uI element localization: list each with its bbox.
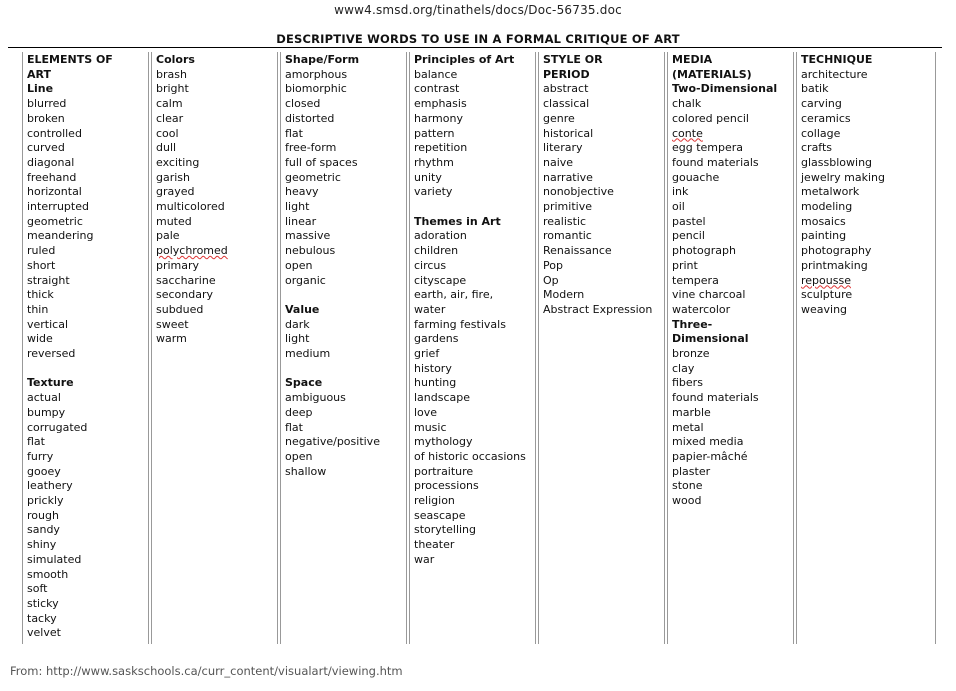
word-item: nebulous [285, 244, 336, 258]
word-item: music [414, 420, 447, 434]
word-item [156, 244, 277, 259]
word-item: biomorphic [285, 82, 347, 96]
word-item: mixed media [672, 435, 744, 449]
column-shape-form [280, 52, 407, 644]
word-item: shiny [27, 538, 57, 552]
word-item: contrast [414, 82, 460, 96]
word-item: prickly [27, 494, 64, 508]
section-heading [672, 53, 793, 82]
section-heading [27, 53, 148, 82]
word-item: thick [27, 288, 54, 302]
word-item: diagonal [27, 155, 75, 169]
section-heading-line: STYLE OR [543, 53, 603, 66]
word-item: organic [285, 273, 326, 287]
word-item: pattern [414, 126, 455, 140]
word-item: repetition [414, 141, 468, 155]
word-item: curved [27, 141, 65, 155]
section-heading-line: ART [27, 67, 51, 81]
word-item: soft [27, 582, 48, 596]
word-item: geometric [285, 170, 341, 184]
word-item: sticky [27, 597, 59, 610]
word-item: broken [27, 111, 65, 125]
word-item: cityscape [414, 273, 467, 287]
document-url: www4.smsd.org/tinathels/docs/Doc-56735.doc [334, 3, 622, 17]
word-item: Abstract Expression [543, 302, 653, 316]
word-item: processions [414, 479, 479, 493]
word-item: grayed [156, 185, 195, 199]
word-item: ambiguous [285, 391, 346, 405]
word-item: children [414, 244, 459, 258]
section-heading: TECHNIQUE [801, 53, 873, 66]
column-elements-of-art [22, 52, 149, 644]
word-item: rhythm [414, 155, 454, 169]
section-heading [672, 318, 793, 347]
word-item: found materials [672, 155, 759, 169]
word-item: collage [801, 126, 841, 140]
section-heading: Principles of Art [414, 53, 515, 66]
section-heading-line: PERIOD [543, 67, 590, 81]
word-item: religion [414, 494, 455, 508]
word-item: dull [156, 141, 177, 155]
word-item: storytelling [414, 523, 477, 537]
word-item: hunting [414, 376, 457, 390]
word-item: cool [156, 126, 179, 140]
word-item: printmaking [801, 258, 868, 272]
word-item: shallow [285, 464, 327, 478]
word-item: seascape [414, 508, 466, 522]
word-item: sculpture [801, 288, 853, 302]
word-item: earth, air, fire, [414, 288, 494, 302]
word-item: adoration [414, 229, 467, 243]
word-item: sweet [156, 317, 189, 331]
word-item: gouache [672, 170, 720, 184]
word-item: circus [414, 258, 447, 272]
word-item: interrupted [27, 200, 89, 214]
word-item: mythology [414, 435, 473, 449]
word-item: carving [801, 97, 842, 111]
section-spacer [285, 362, 406, 377]
word-item: mosaics [801, 214, 846, 228]
word-item: print [672, 258, 698, 272]
word-item: egg tempera [672, 141, 744, 155]
word-item: landscape [414, 391, 471, 405]
word-item: corrugated [27, 420, 88, 434]
word-item: sandy [27, 523, 60, 537]
word-item: metal [672, 420, 704, 434]
word-item: blurred [27, 97, 67, 111]
word-item: plaster [672, 464, 711, 478]
word-item: primary [156, 258, 200, 272]
word-item: leathery [27, 479, 73, 493]
words-table [22, 52, 936, 644]
word-item: clay [672, 361, 695, 375]
word-item: dark [285, 317, 310, 331]
word-item: bronze [672, 347, 710, 361]
word-item: fibers [672, 376, 703, 390]
word-item: deep [285, 405, 313, 419]
section-heading [543, 53, 664, 82]
word-item: historical [543, 126, 594, 140]
word-item: heavy [285, 185, 319, 199]
word-item: freehand [27, 170, 77, 184]
word-item: clear [156, 111, 184, 125]
word-item: pastel [672, 214, 706, 228]
word-item: velvet [27, 626, 61, 640]
section-heading: Colors [156, 53, 195, 66]
word-item: bright [156, 82, 189, 96]
word-item: smooth [27, 567, 69, 581]
word-item: abstract [543, 82, 589, 96]
word-item: controlled [27, 126, 82, 140]
word-item: photograph [672, 244, 736, 258]
word-item: water [414, 302, 446, 316]
word-item: tempera [672, 273, 719, 287]
word-item: ceramics [801, 111, 851, 125]
word-item: love [414, 405, 438, 419]
word-item: metalwork [801, 185, 860, 199]
word-item: genre [543, 111, 575, 125]
word-item: architecture [801, 67, 868, 81]
column-technique [796, 52, 936, 644]
word-item: narrative [543, 170, 593, 184]
word-item: actual [27, 391, 61, 405]
word-item: flat [285, 420, 303, 434]
spellcheck-word: repousse [801, 273, 851, 287]
spellcheck-word: polychromed [156, 244, 228, 258]
word-item: furry [27, 449, 54, 463]
word-item [801, 274, 935, 289]
word-item: distorted [285, 111, 335, 125]
column-colors [151, 52, 278, 644]
word-item: gardens [414, 332, 459, 346]
word-item: primitive [543, 200, 592, 214]
section-heading: Shape/Form [285, 53, 360, 66]
word-item: subdued [156, 302, 204, 316]
section-spacer [285, 288, 406, 303]
word-item: straight [27, 273, 70, 287]
word-item: weaving [801, 302, 848, 316]
word-item: glassblowing [801, 155, 873, 169]
section-heading-line: MEDIA [672, 53, 713, 66]
word-item: geometric [27, 214, 83, 228]
word-item: stone [672, 479, 703, 493]
section-spacer [414, 200, 535, 215]
word-item: pale [156, 229, 180, 243]
word-item: photography [801, 244, 872, 258]
word-item: linear [285, 214, 317, 228]
word-item: unity [414, 170, 442, 184]
word-item: of historic occasions [414, 449, 526, 463]
word-item: war [414, 552, 435, 566]
word-item: Op [543, 273, 559, 287]
word-item: literary [543, 141, 583, 155]
word-item: theater [414, 538, 455, 552]
word-item: history [414, 361, 452, 375]
word-item: garish [156, 170, 191, 184]
word-item: brash [156, 67, 187, 81]
section-heading-line: Dimensional [672, 332, 749, 346]
word-item: gooey [27, 464, 61, 478]
word-item: amorphous [285, 67, 348, 81]
word-item: Modern [543, 288, 585, 302]
section-heading-line: ELEMENTS OF [27, 53, 113, 66]
word-item: light [285, 200, 310, 214]
title-rule [8, 47, 942, 48]
word-item: harmony [414, 111, 463, 125]
source-footer: From: http://www.saskschools.ca/curr_content/visualart/viewing.htm [10, 664, 403, 678]
column-style-period [538, 52, 665, 644]
section-spacer [27, 362, 148, 377]
word-item: open [285, 258, 313, 272]
word-item: ink [672, 185, 689, 199]
word-item: muted [156, 214, 192, 228]
word-item: light [285, 332, 310, 346]
word-item: grief [414, 347, 440, 361]
word-item: wood [672, 494, 702, 508]
word-item: batik [801, 82, 829, 96]
word-item: nonobjective [543, 185, 614, 199]
section-heading: Themes in Art [414, 214, 501, 228]
word-item: balance [414, 67, 458, 81]
word-item: flat [285, 126, 303, 140]
word-item: meandering [27, 229, 94, 243]
word-item: papier-mâché [672, 449, 748, 463]
word-item: marble [672, 405, 711, 419]
word-item: variety [414, 185, 453, 199]
word-item: simulated [27, 552, 82, 566]
word-item: vertical [27, 317, 69, 331]
word-item: emphasis [414, 97, 467, 111]
document-title: DESCRIPTIVE WORDS TO USE IN A FORMAL CRITIQUE OF ART [276, 32, 680, 46]
word-item: watercolor [672, 302, 731, 316]
word-item: painting [801, 229, 847, 243]
word-item: free-form [285, 141, 337, 155]
word-item: farming festivals [414, 317, 506, 331]
word-item: flat [27, 435, 45, 449]
word-item: medium [285, 347, 331, 361]
word-item: saccharine [156, 273, 216, 287]
word-item: reversed [27, 347, 76, 361]
word-item: ruled [27, 244, 56, 258]
word-item: exciting [156, 155, 200, 169]
word-item: full of spaces [285, 155, 358, 169]
word-item: chalk [672, 97, 702, 111]
word-item: naive [543, 155, 574, 169]
column-principles-themes [409, 52, 536, 644]
word-item: jewelry making [801, 170, 886, 184]
word-item: realistic [543, 214, 587, 228]
spellcheck-word: conte [672, 126, 703, 140]
section-heading-line: (MATERIALS) [672, 67, 752, 81]
section-heading-line: Three- [672, 317, 713, 331]
word-item: oil [672, 200, 685, 214]
word-item: multicolored [156, 200, 225, 214]
word-item: short [27, 258, 56, 272]
word-item: rough [27, 508, 59, 522]
word-item: calm [156, 97, 183, 111]
section-heading: Line [27, 82, 54, 96]
word-item [672, 127, 793, 142]
word-item: found materials [672, 391, 759, 405]
section-heading: Value [285, 302, 320, 316]
word-item: massive [285, 229, 331, 243]
word-item: closed [285, 97, 321, 111]
word-item: wide [27, 332, 53, 346]
word-item: vine charcoal [672, 288, 746, 302]
word-item: open [285, 449, 313, 463]
word-item: warm [156, 332, 187, 346]
section-heading: Two-Dimensional [672, 82, 778, 96]
word-item: tacky [27, 611, 57, 625]
word-item: pencil [672, 229, 705, 243]
word-item: classical [543, 97, 590, 111]
word-item: secondary [156, 288, 214, 302]
column-media [667, 52, 794, 644]
word-item: romantic [543, 229, 592, 243]
word-item: bumpy [27, 405, 66, 419]
word-item: modeling [801, 200, 853, 214]
word-item: portraiture [414, 464, 474, 478]
word-item: negative/positive [285, 435, 380, 449]
word-item: Renaissance [543, 244, 612, 258]
section-heading: Space [285, 376, 323, 390]
word-item: thin [27, 302, 49, 316]
section-heading: Texture [27, 376, 74, 390]
word-item: Pop [543, 258, 563, 272]
word-item: colored pencil [672, 111, 749, 125]
word-item: horizontal [27, 185, 82, 199]
word-item: crafts [801, 141, 833, 155]
